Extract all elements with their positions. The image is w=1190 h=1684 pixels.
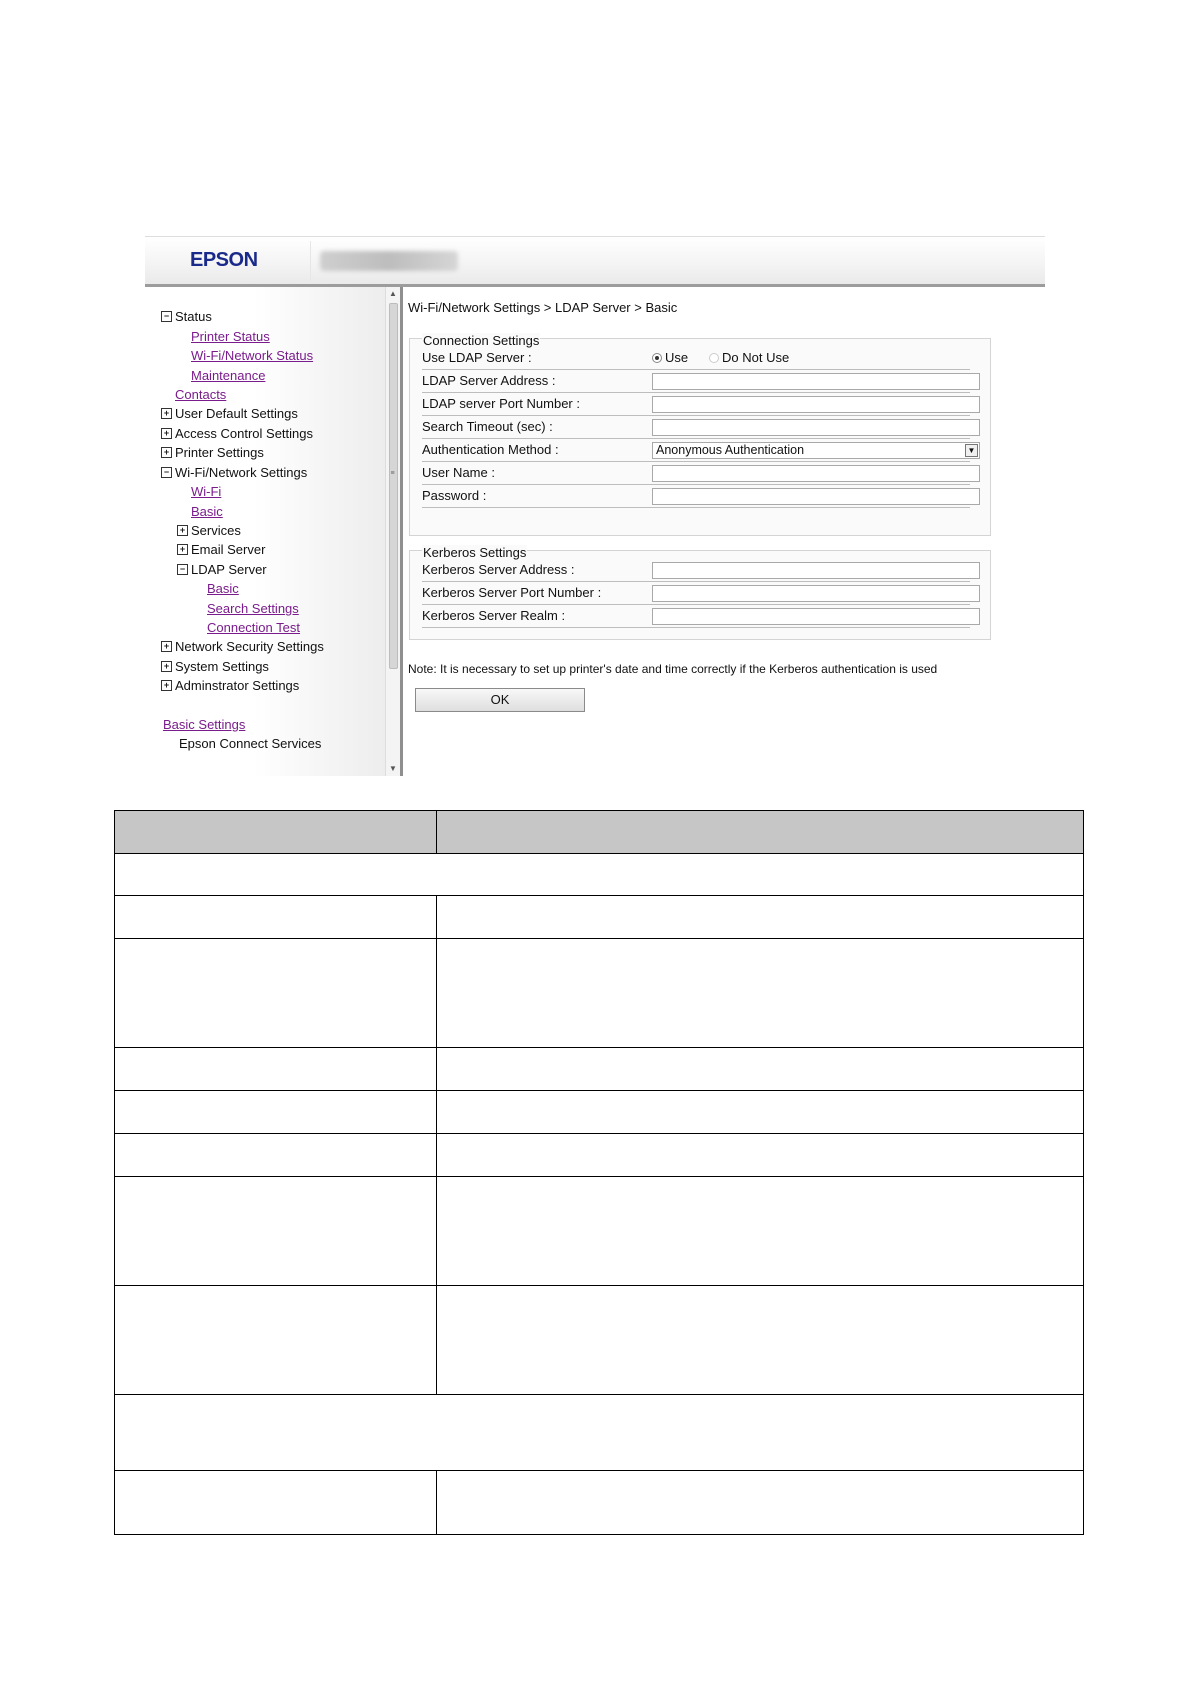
sidebar-item-epson-connect-services[interactable]: Epson Connect Services (179, 736, 322, 751)
sidebar-item-printer-settings[interactable]: + Printer Settings (161, 445, 264, 460)
kerberos-realm-input[interactable] (652, 608, 980, 625)
table-cell (437, 1177, 1084, 1286)
main-content (403, 287, 1045, 776)
table-cell (115, 1091, 437, 1134)
table-cell (437, 1134, 1084, 1177)
sidebar-item-basic-settings[interactable]: Basic Settings (163, 717, 246, 732)
radio-unselected-icon[interactable] (709, 353, 719, 363)
table-cell (115, 896, 437, 939)
kerberos-realm-row (422, 604, 970, 628)
kerberos-server-address-input[interactable] (652, 562, 980, 579)
header-separator (310, 241, 311, 281)
ldap-server-address-row (422, 369, 970, 393)
ldap-port-row (422, 392, 970, 416)
use-ldap-server-row (422, 346, 970, 370)
auth-method-select[interactable] (652, 442, 980, 459)
password-input[interactable] (652, 488, 980, 505)
ldap-port-label: LDAP server Port Number : (422, 396, 580, 411)
auth-method-value: Anonymous Authentication (656, 443, 805, 457)
sidebar-item-access-control-settings[interactable]: + Access Control Settings (161, 426, 313, 441)
table-cell (115, 1395, 1084, 1471)
auth-method-label: Authentication Method : (422, 442, 559, 457)
sidebar-item-system-settings[interactable]: + System Settings (161, 659, 269, 674)
expand-icon[interactable]: + (161, 641, 172, 652)
ldap-server-address-input[interactable] (652, 373, 980, 390)
table-row (115, 896, 1084, 939)
table-header-row (115, 811, 1084, 854)
kerberos-server-address-label: Kerberos Server Address : (422, 562, 575, 577)
sidebar-scrollbar[interactable] (385, 287, 400, 776)
table-cell (437, 1048, 1084, 1091)
table-header-cell (115, 811, 437, 854)
expand-icon[interactable]: + (161, 408, 172, 419)
radio-selected-icon[interactable] (652, 353, 662, 363)
kerberos-note: Note: It is necessary to set up printer's date and time correctly if the Kerberos authentication is used (408, 662, 938, 676)
expand-icon[interactable]: + (161, 447, 172, 458)
sidebar-item-connection-test[interactable]: Connection Test (207, 620, 300, 635)
table-cell (115, 939, 437, 1048)
expand-icon[interactable]: + (177, 525, 188, 536)
table-row (115, 1091, 1084, 1134)
auth-method-row (422, 438, 976, 462)
ldap-port-input[interactable] (652, 396, 980, 413)
table-row (115, 939, 1084, 1048)
settings-description-table (114, 810, 1084, 1535)
sidebar-item-ldap-basic[interactable]: Basic (207, 581, 239, 596)
sidebar-item-maintenance[interactable]: Maintenance (191, 368, 266, 383)
web-config-screenshot (145, 236, 1045, 776)
sidebar-item-network-security-settings[interactable]: + Network Security Settings (161, 639, 324, 654)
user-name-input[interactable] (652, 465, 980, 482)
sidebar-item-printer-status[interactable]: Printer Status (191, 329, 270, 344)
sidebar-item-wifi-network-status[interactable]: Wi-Fi/Network Status (191, 348, 314, 363)
table-cell (437, 939, 1084, 1048)
table-row (115, 1395, 1084, 1471)
sidebar-item-contacts[interactable]: Contacts (175, 387, 227, 402)
dropdown-arrow-icon[interactable]: ▼ (965, 444, 978, 457)
table-row (115, 1286, 1084, 1395)
password-label: Password : (422, 488, 487, 503)
collapse-icon[interactable]: − (177, 564, 188, 575)
kerberos-port-label: Kerberos Server Port Number : (422, 585, 602, 600)
kerberos-server-address-row (422, 558, 970, 582)
table-row (115, 854, 1084, 896)
sidebar-item-user-default-settings[interactable]: + User Default Settings (161, 406, 298, 421)
kerberos-settings-title: Kerberos Settings (423, 545, 527, 560)
search-timeout-row (422, 415, 970, 439)
table-cell (115, 854, 1084, 896)
ldap-server-address-label: LDAP Server Address : (422, 373, 556, 388)
table-row (115, 1134, 1084, 1177)
connection-settings-group (409, 333, 991, 536)
sidebar-item-status[interactable]: − Status (161, 309, 212, 324)
table-cell (437, 1286, 1084, 1395)
collapse-icon[interactable]: − (161, 311, 172, 322)
header-bar (145, 236, 1045, 285)
table-cell (437, 1471, 1084, 1535)
do-not-use-radio-option[interactable]: Do Not Use (709, 350, 789, 365)
sidebar-item-administrator-settings[interactable]: + Adminstrator Settings (161, 678, 299, 693)
table-cell (115, 1177, 437, 1286)
sidebar-item-search-settings[interactable]: Search Settings (207, 601, 299, 616)
password-row (422, 484, 970, 508)
scroll-thumb[interactable] (389, 303, 398, 669)
connection-settings-title: Connection Settings (423, 333, 540, 348)
table-cell (115, 1048, 437, 1091)
scroll-up-arrow-icon[interactable]: ▲ (389, 289, 397, 298)
user-name-row (422, 461, 970, 485)
epson-logo: EPSON (190, 249, 258, 271)
table-row (115, 1471, 1084, 1535)
search-timeout-label: Search Timeout (sec) : (422, 419, 553, 434)
sidebar-item-email-server[interactable]: + Email Server (177, 542, 265, 557)
table-header-cell (437, 811, 1084, 854)
kerberos-port-row (422, 581, 970, 605)
breadcrumb: Wi-Fi/Network Settings > LDAP Server > Basic (408, 300, 678, 315)
ok-button[interactable]: OK (415, 688, 585, 712)
table-cell (437, 896, 1084, 939)
table-cell (115, 1134, 437, 1177)
blurred-model-name (320, 251, 458, 271)
user-name-label: User Name : (422, 465, 495, 480)
kerberos-port-input[interactable] (652, 585, 980, 602)
search-timeout-input[interactable] (652, 419, 980, 436)
expand-icon[interactable]: + (177, 544, 188, 555)
sidebar-item-wifi[interactable]: Wi-Fi (191, 484, 222, 499)
sidebar-item-basic[interactable]: Basic (191, 504, 223, 519)
scroll-grip-icon: ≡ (390, 470, 395, 477)
expand-icon[interactable]: + (161, 428, 172, 439)
table-cell (115, 1286, 437, 1395)
expand-icon[interactable]: + (161, 661, 172, 672)
table-cell (115, 1471, 437, 1535)
kerberos-settings-group (409, 545, 991, 640)
table-row (115, 1048, 1084, 1091)
sidebar-item-wifi-network-settings[interactable]: − Wi-Fi/Network Settings (161, 465, 307, 480)
sidebar-item-ldap-server[interactable]: − LDAP Server (177, 562, 267, 577)
use-ldap-server-label: Use LDAP Server : (422, 350, 532, 365)
table-row (115, 1177, 1084, 1286)
collapse-icon[interactable]: − (161, 467, 172, 478)
sidebar-nav (145, 287, 385, 776)
expand-icon[interactable]: + (161, 680, 172, 691)
use-radio-option[interactable]: Use (652, 350, 688, 365)
table-cell (437, 1091, 1084, 1134)
sidebar-item-services[interactable]: + Services (177, 523, 241, 538)
kerberos-realm-label: Kerberos Server Realm : (422, 608, 566, 623)
scroll-down-arrow-icon[interactable]: ▼ (389, 764, 397, 773)
